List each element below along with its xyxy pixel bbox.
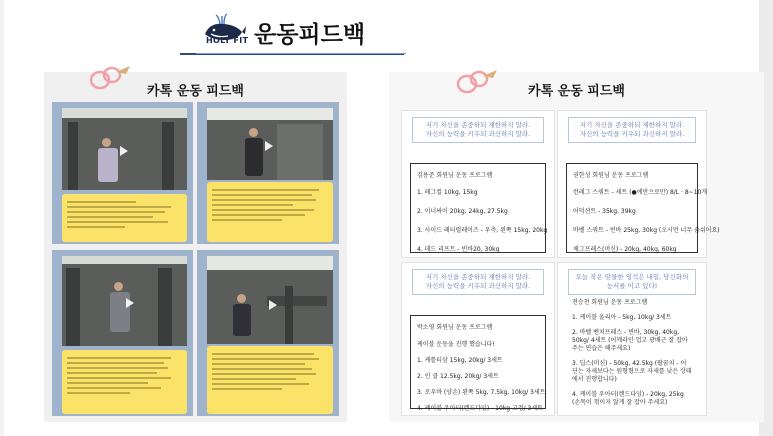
program-item: 1. 케이블 올리아 - 5kg, 10kg/ 3세트 xyxy=(572,314,672,321)
play-icon[interactable] xyxy=(126,298,134,308)
program-item: 3. 딥스(머신) - 50kg, 42.5kg (팔꿈치 - 어딘는 자세보다는 원형형으로 자세를 낮은 상태에서 진행합니다) xyxy=(572,360,692,383)
program-item: 2. 이너싸이 20kg, 24kg, 27.5kg xyxy=(417,208,508,215)
chat-screenshot-1 xyxy=(52,102,193,244)
program-item: 런레그 스쿼트 - 세트 (●에만으로만) 8/L · 8~10개 xyxy=(573,189,708,196)
program-item: 4. 데드 리프트 - 빈바20, 30kg xyxy=(417,246,500,253)
video-thumbnail-2[interactable] xyxy=(207,108,333,180)
program-title: 박소영 회원님 운동 프로그램 xyxy=(417,324,493,331)
left-edge xyxy=(0,0,4,436)
kakao-feedback-panel-right xyxy=(389,72,764,422)
play-icon[interactable] xyxy=(265,141,273,151)
program-item: 4. 케이블 우아터(렌드다잉) - 10kg 고정/ 3세트 xyxy=(417,405,543,412)
feedback-bubble-3 xyxy=(62,350,187,414)
panel-title-left: 카톡 운동 피드백 xyxy=(147,84,244,99)
kakao-feedback-panel-left xyxy=(44,72,347,422)
program-item: 케이블 운동을 진행 했습니다! xyxy=(417,341,495,348)
feedback-bubble-2 xyxy=(207,182,333,242)
program-card-1 xyxy=(401,110,555,258)
video-thumbnail-1[interactable] xyxy=(62,108,187,190)
video-thumbnail-4[interactable] xyxy=(207,256,333,344)
panel-title-right: 카톡 운동 피드백 xyxy=(528,84,625,99)
program-title: 김용준 회원님 운동 프로그램 xyxy=(417,172,493,179)
program-item: 1. 케틀티삼 15kg, 20kg/ 3세트 xyxy=(417,357,503,364)
chat-screenshot-2 xyxy=(197,102,339,244)
workout-program-4 xyxy=(566,293,698,411)
program-item: 1. 레그컬 10kg, 15kg xyxy=(417,189,478,196)
chat-screenshot-4 xyxy=(197,250,339,416)
program-card-2 xyxy=(557,110,720,258)
motivation-quote-1: 저기 자신을 존중하되 제한하지 말라. 자신의 능력을 키우되 과신하지 말라. xyxy=(412,117,544,143)
chat-screenshot-3 xyxy=(52,250,193,416)
whale-logo-icon xyxy=(202,12,249,52)
program-item: 2. 바벨 벤치프레스 - 빈바, 30kg, 40kg, 50kg/ 4세트 (어깨라인 업고 광배근 잘 잡아주는 연습은 해주세요) xyxy=(572,329,688,352)
motivation-quote-2: 저기 자신을 존중하되 제한하지 말라. 자신의 능력을 키우되 과신하지 말라. xyxy=(568,117,696,143)
program-item: 4. 케이블 우아터(렌드다잉) - 20kg, 25kg (손목이 꺾이지 않게 잘 잡아 주세요) xyxy=(572,391,684,406)
workout-program-2 xyxy=(566,163,720,253)
motivation-quote-3: 저기 자신을 존중하되 제한하지 말라. 자신의 능력을 키우되 과신하지 말라. xyxy=(412,269,544,295)
program-title: 권한성 회원님 운동 프로그램 xyxy=(573,172,649,179)
page-title: 운동피드백 xyxy=(254,22,366,48)
feedback-bubble-1 xyxy=(62,194,187,242)
video-thumbnail-3[interactable] xyxy=(62,256,187,346)
feedback-bubble-4 xyxy=(207,346,333,414)
program-item: 바벨 스쿼트 - 빈바 25kg, 30kg (오시먼 너무 숨쉬어요) xyxy=(573,227,720,234)
workout-program-3 xyxy=(410,315,546,412)
program-title: 전승천 회원님 운동 프로그램 xyxy=(572,299,648,306)
program-item: 3. 로우바 (양손) 왼쪽 5kg, 7.5kg, 10kg/ 3세트 xyxy=(417,389,546,396)
logo-text: HOLY FIT xyxy=(206,36,249,45)
motivation-quote-4: 오늘 작은 맞물한 영석은 내일, 당신화의 능서를 이고 있다! xyxy=(568,269,696,295)
play-icon[interactable] xyxy=(120,146,128,156)
program-item: 3. 사이드 레터럴레이즈 - 우측, 왼쪽 15kg, 20kg xyxy=(417,227,548,234)
program-item: 체그프레스(머신) - 20kg, 40kg, 60kg xyxy=(573,246,677,253)
workout-program-1 xyxy=(410,163,546,253)
play-icon[interactable] xyxy=(269,300,277,310)
program-card-4 xyxy=(557,262,707,416)
program-item: 어덕션트 - 35kg, 39kg xyxy=(573,208,636,215)
header-divider xyxy=(196,53,406,54)
program-item: 2. 인 클 12.5kg, 20kg/ 3세트 xyxy=(417,373,499,380)
page-header xyxy=(180,6,404,56)
program-card-3 xyxy=(401,262,555,416)
